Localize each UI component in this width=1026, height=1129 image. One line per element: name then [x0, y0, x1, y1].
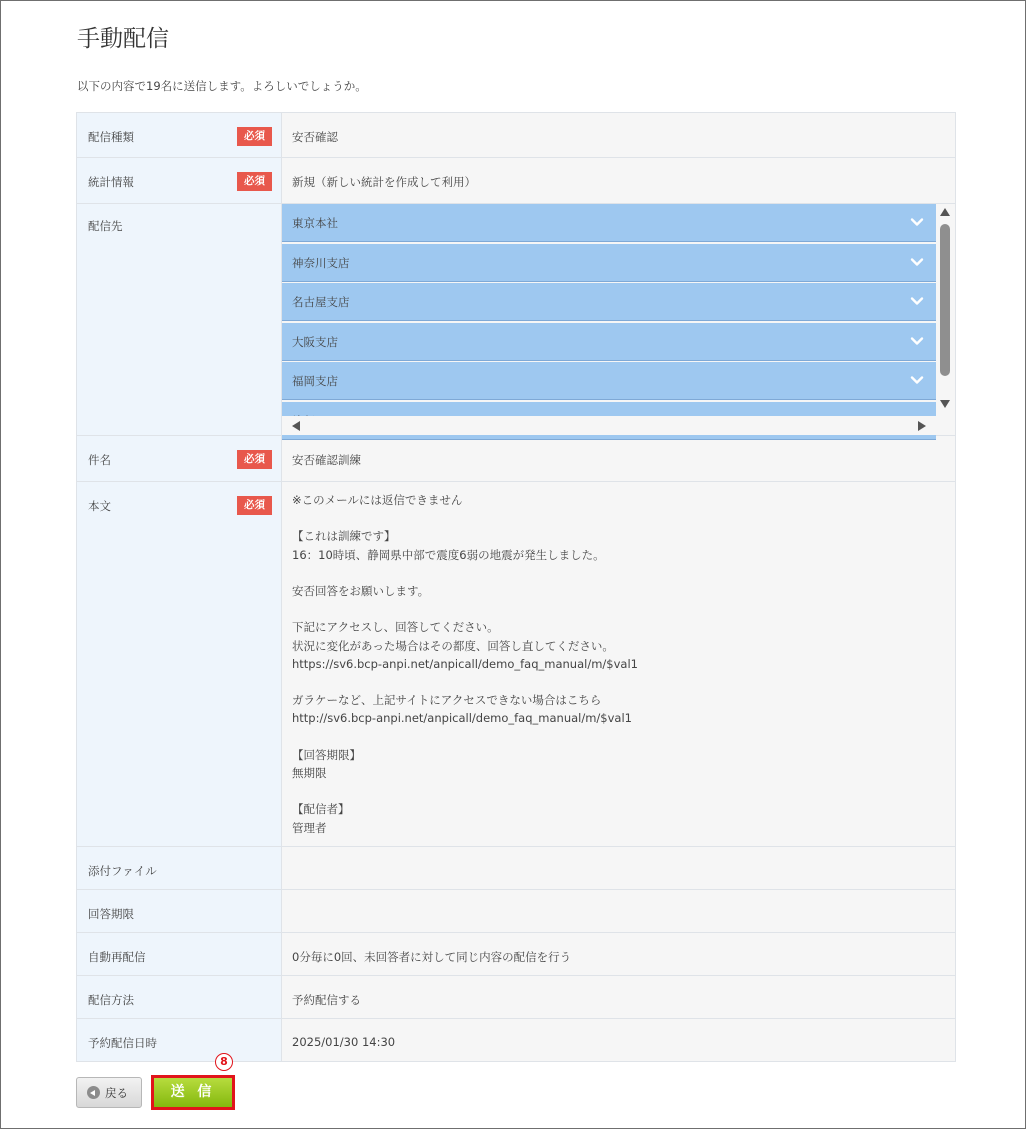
destination-listbox[interactable] [282, 204, 955, 435]
confirmation-message: 以下の内容で19名に送信します。よろしいでしょうか。 [77, 79, 367, 93]
field-value-delivery-method: 予約配信する [292, 992, 361, 1007]
required-badge: 必須 [237, 172, 272, 191]
row-body [77, 482, 956, 847]
destination-item-label: 名古屋支店 [292, 295, 350, 310]
scroll-left-arrow-icon[interactable] [292, 421, 300, 431]
chevron-down-icon[interactable] [910, 373, 924, 387]
row-auto-resend [77, 932, 956, 975]
destination-item[interactable] [282, 362, 936, 400]
step-number-marker: 8 [215, 1053, 233, 1071]
field-label-auto-resend: 自動再配信 [88, 949, 146, 964]
field-label-attachment: 添付ファイル [88, 863, 157, 878]
field-label-destination: 配信先 [88, 219, 123, 233]
field-value-statistics: 新規（新しい統計を作成して利用） [292, 175, 476, 189]
chevron-down-icon[interactable] [910, 334, 924, 348]
required-badge: 必須 [237, 450, 272, 469]
row-deadline [77, 889, 956, 932]
back-button-label: 戻る [105, 1085, 128, 1100]
row-scheduled-datetime [77, 1018, 956, 1061]
field-value-body: ※このメールには返信できません 【これは訓練です】 16：10時頃、静岡県中部で震度6弱の地震が発生しました。 安否回答をお願いします。 下記にアクセスし、回答してください。 状況に変化があった場合はその都度、回答し直してください。 https://sv6.bcp-anpi.net/anpicall/demo_faq_manual/m/$val1 ガラケーなど、上記サイトにアクセスできない場合はこちら http://sv6.bcp-anpi.net/anpicall/demo_faq_manual/m/$val1 【回答期限】 無期限 【配信者】 管理者 [292, 493, 638, 835]
destination-item-label: 大阪支店 [292, 334, 338, 349]
row-destination [77, 204, 956, 436]
scroll-down-arrow-icon[interactable] [940, 400, 950, 408]
send-button[interactable] [151, 1075, 235, 1110]
back-arrow-icon [87, 1086, 100, 1099]
field-label-delivery-type: 配信種類 [88, 130, 134, 144]
destination-item-label: 東京本社 [292, 216, 338, 230]
destination-item[interactable] [282, 204, 936, 242]
field-label-scheduled-datetime: 予約配信日時 [88, 1035, 157, 1050]
field-label-subject: 件名 [88, 453, 111, 467]
chevron-down-icon[interactable] [910, 294, 924, 308]
field-label-delivery-method: 配信方法 [88, 992, 134, 1007]
field-label-statistics: 統計情報 [88, 175, 134, 189]
destination-list [282, 204, 936, 416]
horizontal-scrollbar[interactable] [282, 416, 936, 435]
field-label-deadline: 回答期限 [88, 906, 134, 921]
field-value-delivery-type: 安否確認 [292, 130, 338, 144]
row-delivery-method [77, 975, 956, 1018]
page-title: 手動配信 [77, 26, 169, 52]
destination-item-label: 神奈川支店 [292, 255, 350, 270]
row-attachment [77, 846, 956, 889]
field-value-auto-resend: 0分毎に0回、未回答者に対して同じ内容の配信を行う [292, 949, 572, 964]
field-value-scheduled-datetime: 2025/01/30 14:30 [292, 1034, 396, 1049]
row-subject [77, 436, 956, 482]
row-delivery-type [77, 113, 956, 158]
required-badge: 必須 [237, 127, 272, 146]
confirmation-table [76, 112, 956, 1062]
destination-item[interactable] [282, 244, 936, 282]
back-button[interactable] [76, 1077, 142, 1108]
chevron-down-icon[interactable] [910, 215, 924, 229]
send-button-label: 送 信 [170, 1084, 216, 1100]
scroll-up-arrow-icon[interactable] [940, 208, 950, 216]
vertical-scrollbar[interactable] [936, 204, 954, 416]
row-statistics [77, 158, 956, 204]
required-badge: 必須 [237, 496, 272, 515]
chevron-down-icon[interactable] [910, 255, 924, 269]
destination-item[interactable] [282, 323, 936, 361]
field-value-subject: 安否確認訓練 [292, 453, 361, 467]
field-value-attachment [282, 847, 955, 863]
field-label-body: 本文 [88, 499, 111, 513]
destination-item-label: 福岡支店 [292, 374, 338, 389]
destination-item[interactable] [282, 283, 936, 321]
scroll-right-arrow-icon[interactable] [918, 421, 926, 431]
scrollbar-thumb[interactable] [940, 224, 950, 376]
field-value-deadline [282, 890, 955, 906]
